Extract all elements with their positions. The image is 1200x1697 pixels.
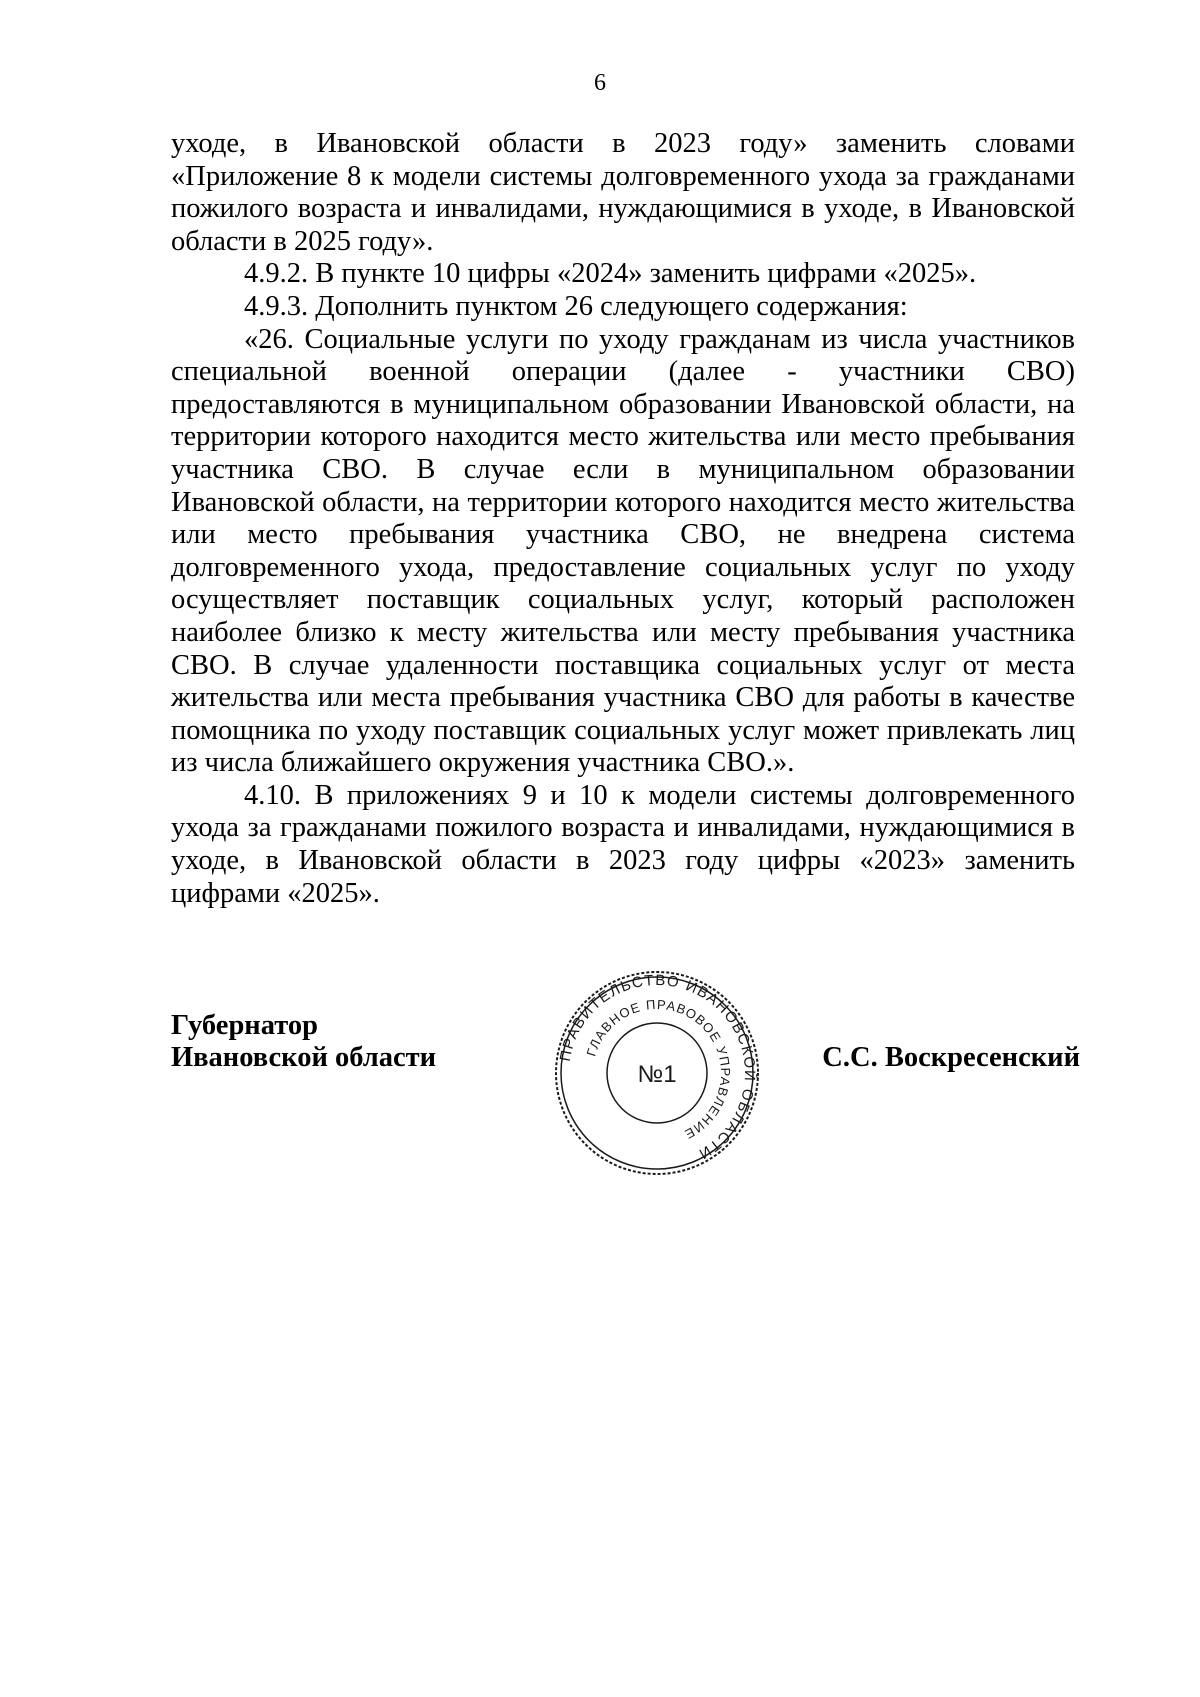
paragraph-4-9-3: 4.9.3. Дополнить пунктом 26 следующего содержания: (244, 290, 908, 322)
signatory-title (171, 1010, 436, 1074)
paragraph-4-10: 4.10. В приложениях 9 и 10 к модели системы долговременного ухода за гражданами пожилого возраста и инвалидами, нуждающимися в уходе, в Ивановской области в 2023 году цифры «2023» заменить цифрами «2025». (171, 779, 1075, 909)
page-number: 6 (594, 70, 606, 96)
paragraph-continuation: уходе, в Ивановской области в 2023 году» заменить словами «Приложение 8 к модели системы долговременного ухода за гражданами пожилого возраста и инвалидами, нуждающимися в уходе, в Ивановской области в 2025 году». (171, 128, 1075, 257)
signatory-name: С.С. Воскресенский (822, 1042, 1080, 1073)
stamp-number: №1 (637, 1061, 677, 1088)
signatory-title-line1: Губернатор (171, 1010, 318, 1041)
stamp-outer-text: ПРАВИТЕЛЬСТВО ИВАНОВСКОЙ ОБЛАСТИ (556, 971, 759, 1163)
paragraph-4-9-2: 4.9.2. В пункте 10 цифры «2024» заменить цифрами «2025». (244, 258, 977, 290)
signatory-title-line2: Ивановской области (171, 1042, 437, 1073)
paragraph-item-26: «26. Социальные услуги по уходу гражданам из числа участников специальной военной операции (далее - участники СВО) предоставляются в муниципальном образовании Ивановской области, на территории которого находится место жительства или место пребывания участника СВО. В случае если в муниципальном образовании Ивановской области, на территории которого находится место жительства или место пребывания участника СВО, не внедрена система долговременного ухода, предоставление социальных услуг по уходу осуществляет поставщик социальных услуг, который расположен наиболее близко к месту жительства или месту пребывания участника СВО. В случае удаленности поставщика социальных услуг от места жительства или места пребывания участника СВО для работы в качестве помощника по уходу поставщик социальных услуг может привлекать лиц из числа ближайшего окружения участника СВО.». (171, 323, 1075, 779)
stamp-inner-text: ГЛАВНОЕ ПРАВОВОЕ УПРАВЛЕНИЕ (583, 996, 734, 1143)
official-stamp (552, 968, 762, 1178)
document-body (171, 128, 1075, 910)
